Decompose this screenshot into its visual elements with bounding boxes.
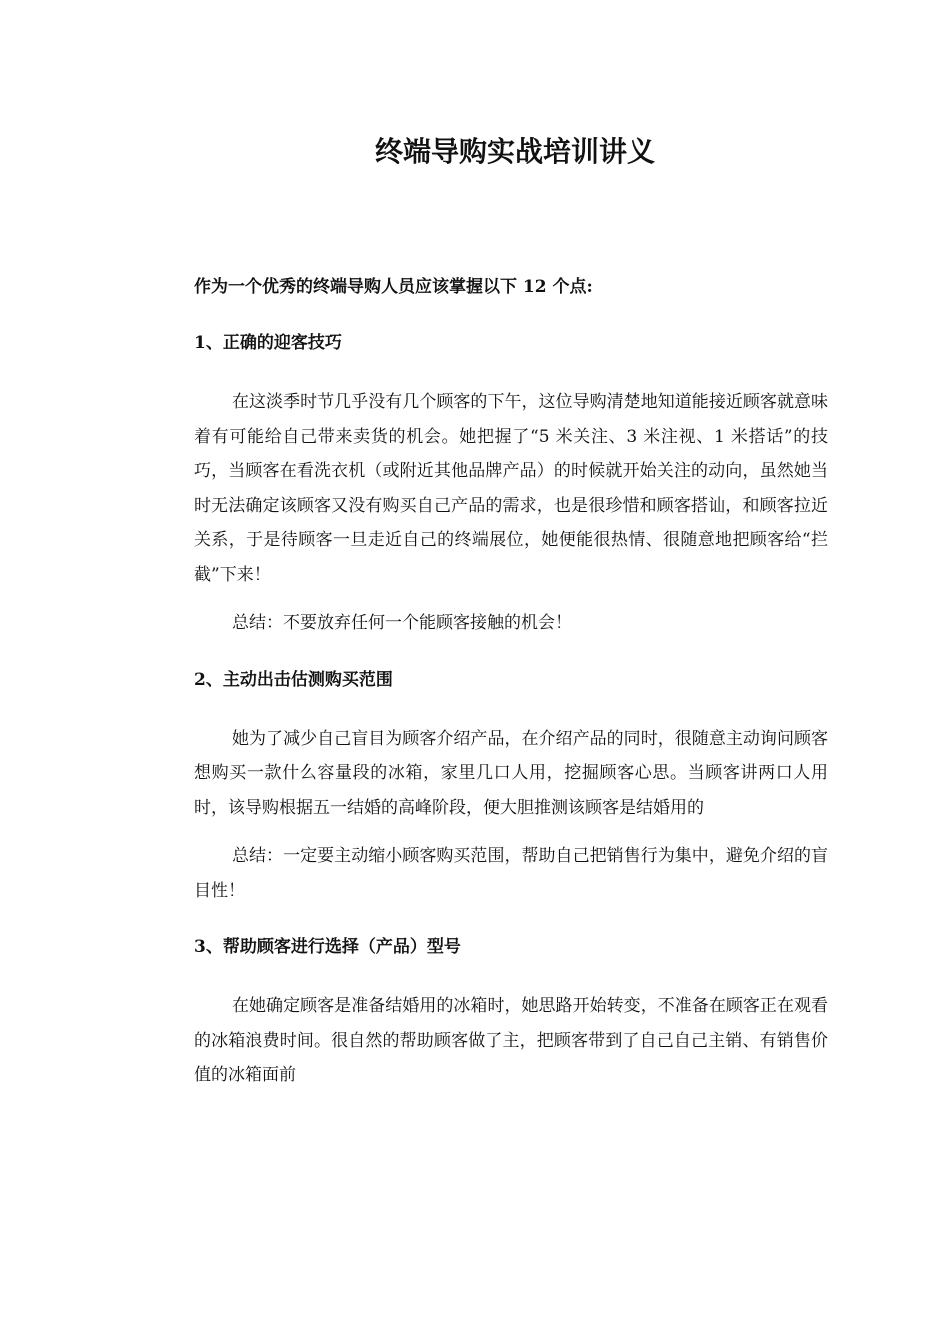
section-summary: 总结：一定要主动缩小顾客购买范围，帮助自己把销售行为集中，避免介绍的盲目性！	[194, 846, 828, 901]
section-paragraph: 在这淡季时节几乎没有几个顾客的下午，这位导购清楚地知道能接近顾客就意味着有可能给自己带来卖货的机会。她把握了“5 米关注、3 米注视、1 米搭话”的技巧，当顾客在看洗衣机（或附近其他品牌产品）的时候就开始关注的动向，虽然她当时无法确定该顾客又没有购买自己产品的需求，也是很珍惜和顾客搭讪，和顾客拉近关系，于是待顾客一旦走近自己的终端展位，她便能很热情、很随意地把顾客给“拦截”下来！	[194, 392, 828, 585]
section-heading: 1、正确的迎客技巧	[194, 333, 342, 353]
intro-line: 作为一个优秀的终端导购人员应该掌握以下 12 个点:	[194, 277, 593, 297]
section-paragraph: 在她确定顾客是准备结婚用的冰箱时，她思路开始转变，不准备在顾客正在观看的冰箱浪费时间。很自然的帮助顾客做了主，把顾客带到了自己自己主销、有销售价值的冰箱面前	[194, 996, 828, 1085]
section-heading: 3、帮助顾客进行选择（产品）型号	[194, 937, 461, 957]
document-body	[194, 270, 828, 1107]
document-title: 终端导购实战培训讲义	[374, 135, 655, 168]
section-1	[194, 326, 828, 641]
section-paragraph: 她为了减少自己盲目为顾客介绍产品，在介绍产品的同时，很随意主动询问顾客想购买一款什么容量段的冰箱，家里几口人用，挖掘顾客心思。当顾客讲两口人用时，该导购根据五一结婚的高峰阶段，便大胆推测该顾客是结婚用的	[194, 728, 828, 818]
section-heading: 2、主动出击估测购买范围	[194, 669, 393, 690]
section-summary: 总结：不要放弃任何一个能顾客接触的机会！	[232, 613, 572, 633]
section-2	[194, 663, 828, 909]
section-3	[194, 930, 828, 1093]
